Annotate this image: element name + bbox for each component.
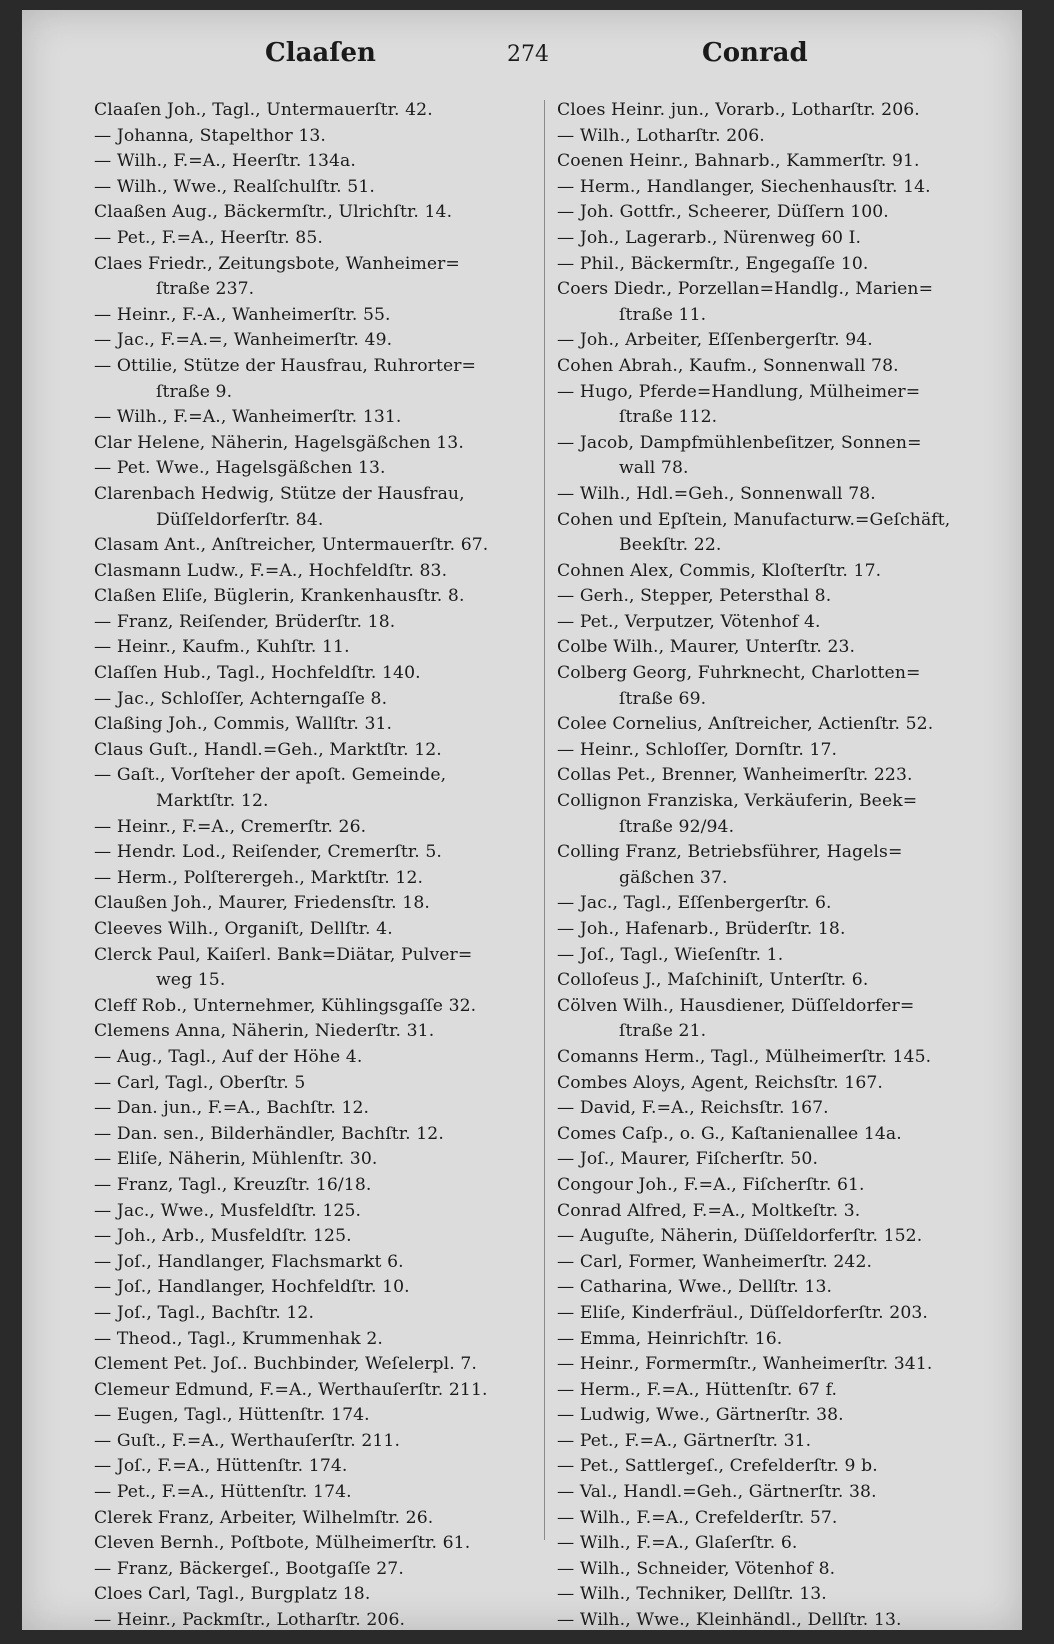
directory-entry: — Guſt., F.=A., Werthauſerſtr. 211. [94,1430,401,1451]
directory-entry: — Franz, Reiſender, Brüderſtr. 18. [94,611,396,632]
directory-entry: Claaſen Joh., Tagl., Untermauerſtr. 42. [94,100,433,120]
directory-entry: — Auguſte, Näherin, Düſſeldorferſtr. 152. [557,1226,923,1247]
header-first-name: Claaſen [265,38,376,68]
directory-entry: — Joſ., F.=A., Hüttenſtr. 174. [94,1456,348,1477]
directory-entry: Collignon Franziska, Verkäuferin, Beek= [557,791,918,812]
directory-entry: Clemeur Edmund, F.=A., Werthauſerſtr. 211. [94,1379,488,1400]
directory-entry: — Wilh., Techniker, Dellſtr. 13. [557,1584,827,1605]
directory-entry: — Joh. Gottfr., Scheerer, Düſſern 100. [557,202,889,223]
directory-entry: — Pet. Wwe., Hagelsgäßchen 13. [94,458,386,479]
directory-entry: — Carl, Former, Wanheimerſtr. 242. [557,1251,873,1272]
directory-entry: — Wilh., Hdl.=Geh., Sonnenwall 78. [557,483,876,504]
directory-entry: ſtraße 11. [619,304,707,325]
directory-entry: Clement Pet. Joſ.. Buchbinder, Weſelerpl. 7. [94,1354,477,1375]
directory-entry: Cloes Heinr. jun., Vorarb., Lotharſtr. 206. [557,100,920,120]
directory-entry: — Franz, Tagl., Kreuzſtr. 16/18. [94,1174,372,1195]
directory-entry: — Ludwig, Wwe., Gärtnerſtr. 38. [557,1405,844,1426]
directory-entry: Cloes Carl, Tagl., Burgplatz 18. [94,1584,371,1605]
directory-entry: Colberg Georg, Fuhrknecht, Charlotten= [557,663,921,684]
directory-entry: — Heinr., Schloſſer, Dornſtr. 17. [557,739,838,760]
directory-entry: Clasmann Ludw., F.=A., Hochfeldſtr. 83. [94,560,448,581]
directory-entry: wall 78. [619,458,689,479]
directory-entry: — Joſ., Handlanger, Hochfeldſtr. 10. [94,1277,410,1298]
directory-page [22,10,1022,1630]
directory-entry: Colloſeus J., Maſchiniſt, Unterſtr. 6. [557,970,869,991]
directory-entry: Comanns Herm., Tagl., Mülheimerſtr. 145. [557,1046,932,1067]
directory-entry: — Aug., Tagl., Auf der Höhe 4. [94,1046,363,1067]
header-last-name: Conrad [702,38,808,68]
directory-entry: Beekſtr. 22. [619,535,722,556]
directory-entry: Cohen Abrah., Kaufm., Sonnenwall 78. [557,355,899,376]
directory-entry: ſtraße 112. [619,407,718,428]
directory-entry: ſtraße 92/94. [619,816,735,837]
directory-entry: — Eugen, Tagl., Hüttenſtr. 174. [94,1405,370,1426]
directory-entry: Clarenbach Hedwig, Stütze der Hausfrau, [94,483,465,504]
directory-entry: Congour Joh., F.=A., Fiſcherſtr. 61. [557,1174,865,1195]
directory-entry: — Emma, Heinrichſtr. 16. [557,1328,783,1349]
directory-entry: Claußen Joh., Maurer, Friedensſtr. 18. [94,893,430,914]
directory-entry: — Joh., Lagerarb., Nürenweg 60 I. [557,227,862,248]
directory-entry: Cohen und Epſtein, Manufacturw.=Geſchäft, [557,509,951,530]
directory-entry: — Ottilie, Stütze der Hausfrau, Ruhrorter= [94,355,477,376]
directory-entry: — Joh., Arbeiter, Eſſenbergerſtr. 94. [557,330,873,351]
directory-entry: Comes Caſp., o. G., Kaſtanienallee 14a. [557,1123,902,1144]
directory-entry: — Phil., Bäckermſtr., Engegaſſe 10. [557,253,869,274]
directory-entry: Cohnen Alex, Commis, Kloſterſtr. 17. [557,560,882,581]
directory-entry: Coenen Heinr., Bahnarb., Kammerſtr. 91. [557,151,920,172]
directory-entry: — Pet., Verputzer, Vötenhof 4. [557,611,821,632]
directory-entry: — Wilh., Schneider, Vötenhof 8. [557,1558,836,1579]
right-column [557,98,1002,1634]
directory-entry: — Gaſt., Vorſteher der apoſt. Gemeinde, [94,765,447,786]
directory-entry: — Heinr., Formermſtr., Wanheimerſtr. 341. [557,1354,933,1375]
directory-entry: weg 15. [156,970,226,991]
directory-entry: Conrad Alfred, F.=A., Moltkeſtr. 3. [557,1200,861,1221]
page-header [22,38,1022,78]
directory-entry: — Pet., F.=A., Heerſtr. 85. [94,227,323,248]
directory-entry: — Gerh., Stepper, Petersthal 8. [557,586,832,607]
directory-entry: Combes Aloys, Agent, Reichsſtr. 167. [557,1072,883,1093]
directory-entry: — Wilh., Wwe., Kleinhändl., Dellſtr. 13. [557,1610,902,1631]
directory-entry: — Wilh., F.=A., Heerſtr. 134a. [94,151,356,172]
directory-entry: — David, F.=A., Reichsſtr. 167. [557,1098,829,1119]
directory-entry: — Wilh., Wwe., Realſchulſtr. 51. [94,176,375,197]
directory-entry: Marktſtr. 12. [156,791,269,812]
left-column [94,98,539,1634]
directory-entry: — Jac., Schloſſer, Achterngaſſe 8. [94,688,388,709]
directory-entry: Claßing Joh., Commis, Wallſtr. 31. [94,714,393,735]
directory-entry: — Val., Handl.=Geh., Gärtnerſtr. 38. [557,1482,877,1503]
directory-entry: — Franz, Bäckergeſ., Bootgaſſe 27. [94,1558,404,1579]
directory-entry: ſtraße 69. [619,688,707,709]
directory-entry: Cleeves Wilh., Organiſt, Dellſtr. 4. [94,919,393,939]
directory-entry: — Joſ., Maurer, Fiſcherſtr. 50. [557,1149,819,1170]
directory-entry: Clasam Ant., Anſtreicher, Untermauerſtr. 67. [94,535,489,556]
directory-entry: Düſſeldorferſtr. 84. [156,509,324,530]
directory-entry: — Dan. jun., F.=A., Bachſtr. 12. [94,1098,370,1119]
directory-entry: — Catharina, Wwe., Dellſtr. 13. [557,1277,833,1298]
directory-entry: ſtraße 21. [619,1021,707,1042]
directory-entry: — Joh., Arb., Musfeldſtr. 125. [94,1226,352,1247]
directory-entry: — Pet., F.=A., Gärtnerſtr. 31. [557,1430,812,1451]
directory-entry: Cleff Rob., Unternehmer, Kühlingsgaſſe 32. [94,995,477,1016]
directory-entry: Claßen Eliſe, Büglerin, Krankenhausſtr. 8. [94,586,465,607]
directory-entry: Clerck Paul, Kaiſerl. Bank=Diätar, Pulver= [94,944,473,965]
directory-entry: — Heinr., Packmſtr., Lotharſtr. 206. [94,1610,406,1631]
directory-entry: — Joſ., Tagl., Bachſtr. 12. [94,1302,315,1323]
directory-entry: ſtraße 9. [156,381,233,402]
directory-entry: — Johanna, Stapelthor 13. [94,125,326,146]
directory-entry: — Wilh., F.=A., Wanheimerſtr. 131. [94,407,402,428]
directory-entry: — Carl, Tagl., Oberſtr. 5 [94,1072,306,1093]
directory-entry: Clemens Anna, Näherin, Niederſtr. 31. [94,1021,435,1042]
directory-entry: Claes Friedr., Zeitungsbote, Wanheimer= [94,253,460,274]
directory-entry: — Heinr., Kaufm., Kuhſtr. 11. [94,637,350,658]
directory-entry: — Wilh., F.=A., Glaſerſtr. 6. [557,1533,798,1554]
directory-entry: — Wilh., F.=A., Crefelderſtr. 57. [557,1507,838,1528]
directory-entry: ſtraße 237. [156,279,255,300]
directory-entry: Clerek Franz, Arbeiter, Wilhelmſtr. 26. [94,1507,434,1528]
directory-entry: Collas Pet., Brenner, Wanheimerſtr. 223. [557,765,913,786]
directory-entry: Claaßen Aug., Bäckermſtr., Ulrichſtr. 14. [94,202,453,223]
directory-entry: Clar Helene, Näherin, Hagelsgäßchen 13. [94,432,464,453]
directory-entry: — Wilh., Lotharſtr. 206. [557,125,765,146]
directory-entry: — Joh., Hafenarb., Brüderſtr. 18. [557,919,846,939]
directory-entry: — Pet., Sattlergeſ., Crefelderſtr. 9 b. [557,1456,878,1477]
directory-entry: — Eliſe, Kinderfräul., Düſſeldorferſtr. 203. [557,1302,928,1323]
directory-entry: — Eliſe, Näherin, Mühlenſtr. 30. [94,1149,378,1170]
directory-entry: Colling Franz, Betriebsführer, Hagels= [557,842,903,863]
directory-entry: — Theod., Tagl., Krummenhak 2. [94,1328,383,1349]
directory-entry: Colee Cornelius, Anſtreicher, Actienſtr. 52. [557,714,934,735]
directory-entry: — Heinr., F.=A., Cremerſtr. 26. [94,816,367,837]
directory-entry: Claus Guſt., Handl.=Geh., Marktſtr. 12. [94,739,442,760]
directory-entry: — Jacob, Dampfmühlenbeſitzer, Sonnen= [557,432,922,453]
directory-entry: — Herm., F.=A., Hüttenſtr. 67 f. [557,1379,838,1400]
directory-entry: — Herm., Handlanger, Siechenhausſtr. 14. [557,176,931,197]
directory-entry: — Pet., F.=A., Hüttenſtr. 174. [94,1482,352,1503]
directory-entry: Cleven Bernh., Poſtbote, Mülheimerſtr. 61. [94,1533,471,1554]
directory-entry: — Joſ., Handlanger, Flachsmarkt 6. [94,1251,404,1272]
directory-entry: — Jac., Wwe., Musfeldſtr. 125. [94,1200,362,1221]
directory-entry: Coers Diedr., Porzellan=Handlg., Marien= [557,279,934,300]
column-divider [544,100,545,1540]
directory-entry: Colbe Wilh., Maurer, Unterſtr. 23. [557,637,856,658]
directory-entry: — Jac., F.=A.=, Wanheimerſtr. 49. [94,330,393,351]
directory-entry: Cölven Wilh., Hausdiener, Düſſeldorfer= [557,995,915,1016]
directory-entry: — Dan. sen., Bilderhändler, Bachſtr. 12. [94,1123,444,1144]
directory-entry: — Herm., Polſterergeh., Marktſtr. 12. [94,867,424,888]
directory-entry: — Jac., Tagl., Eſſenbergerſtr. 6. [557,893,832,914]
directory-entry: gäßchen 37. [619,867,728,888]
directory-entry: — Joſ., Tagl., Wieſenſtr. 1. [557,944,784,965]
directory-entry: — Hendr. Lod., Reiſender, Cremerſtr. 5. [94,842,442,863]
directory-entry: — Hugo, Pferde=Handlung, Mülheimer= [557,381,921,402]
directory-entry: — Heinr., F.-A., Wanheimerſtr. 55. [94,304,391,325]
directory-entry: Claſſen Hub., Tagl., Hochfeldſtr. 140. [94,663,421,684]
page-number: 274 [507,42,549,67]
